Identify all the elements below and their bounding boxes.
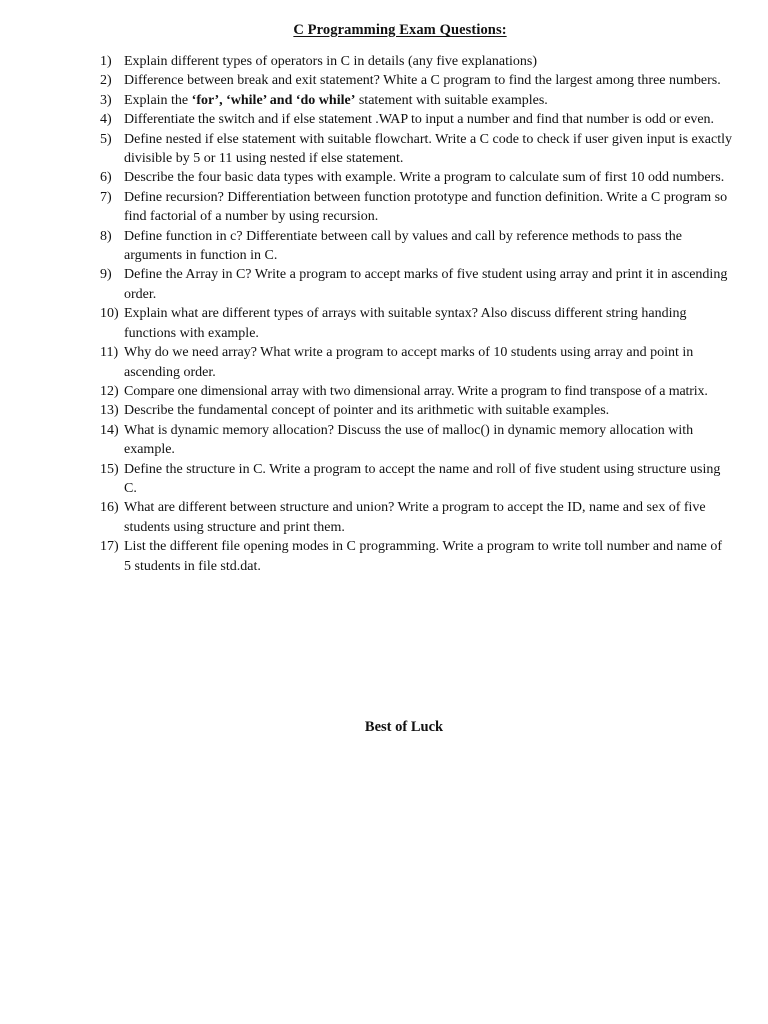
question-text: Define function in c? Differentiate between call by values and call by reference methods to pass the arguments in function in C. bbox=[124, 228, 682, 264]
question-item bbox=[100, 343, 732, 382]
question-number: 17) bbox=[100, 539, 119, 555]
question-item bbox=[100, 130, 732, 169]
question-item bbox=[100, 498, 732, 537]
question-text: List the different file opening modes in C programming. Write a program to write toll number and name of 5 students in file std.dat. bbox=[124, 539, 723, 574]
question-text: Define the Array in C? Write a program to accept marks of five student using array and print it in ascending order. bbox=[124, 267, 728, 302]
question-text: Explain different types of operators in C in details (any five explanations) bbox=[124, 54, 538, 69]
question-number: 1) bbox=[100, 54, 112, 69]
question-item bbox=[100, 382, 732, 401]
question-number: 11) bbox=[100, 345, 119, 361]
question-item bbox=[100, 110, 732, 129]
question-number: 12) bbox=[100, 383, 119, 399]
closing-message: Best of Luck bbox=[364, 719, 444, 735]
question-number: 9) bbox=[100, 267, 112, 283]
question-number: 3) bbox=[100, 92, 112, 108]
question-text: Why do we need array? What write a program to accept marks of 10 students using array and point in ascending order. bbox=[124, 345, 694, 380]
question-text bbox=[124, 91, 732, 110]
question-text-end: statement with suitable examples. bbox=[355, 92, 548, 108]
question-number: 7) bbox=[100, 189, 112, 205]
question-number: 14) bbox=[100, 422, 119, 438]
question-number: 8) bbox=[100, 228, 112, 244]
question-text: Difference between break and exit statement? White a C program to find the largest among three numbers. bbox=[124, 73, 721, 89]
question-item bbox=[100, 537, 732, 576]
question-text: Compare one dimensional array with two dimensional array. Write a program to find transpose of a matrix. bbox=[124, 383, 708, 399]
question-item bbox=[100, 91, 732, 110]
question-text: Describe the four basic data types with example. Write a program to calculate sum of first 10 odd numbers. bbox=[124, 170, 725, 186]
question-number: 15) bbox=[100, 461, 119, 477]
question-item bbox=[100, 304, 732, 343]
question-item bbox=[100, 227, 732, 266]
question-item bbox=[100, 265, 732, 304]
question-number: 13) bbox=[100, 403, 119, 419]
question-item bbox=[100, 188, 732, 227]
question-number: 4) bbox=[100, 112, 112, 128]
loop-keywords: ‘for’, ‘while’ and ‘do while’ bbox=[191, 92, 356, 108]
question-number: 6) bbox=[100, 170, 112, 186]
page-title: C Programming Exam Questions: bbox=[293, 22, 507, 38]
question-text: What are different between structure and union? Write a program to accept the ID, name and sex of five students using structure and print them. bbox=[124, 500, 706, 535]
question-text: What is dynamic memory allocation? Discuss the use of malloc() in dynamic memory allocation with example. bbox=[124, 422, 694, 458]
question-number: 5) bbox=[100, 131, 112, 147]
question-text: Describe the fundamental concept of pointer and its arithmetic with suitable examples. bbox=[124, 403, 610, 419]
question-item bbox=[100, 168, 732, 187]
question-text: Define the structure in C. Write a program to accept the name and roll of five student using structure using C. bbox=[124, 461, 721, 496]
question-list bbox=[100, 52, 732, 576]
question-text: Differentiate the switch and if else statement .WAP to input a number and find that number is odd or even. bbox=[124, 112, 714, 128]
question-text: Explain what are different types of arrays with suitable syntax? Also discuss different string handing functions with example. bbox=[124, 306, 687, 341]
question-number: 16) bbox=[100, 500, 119, 516]
question-text: Define nested if else statement with suitable flowchart. Write a C code to check if user given input is exactly divisible by 5 or 11 using nested if else statement. bbox=[124, 131, 732, 167]
question-number: 2) bbox=[100, 73, 112, 89]
question-item bbox=[100, 52, 732, 71]
question-item bbox=[100, 460, 732, 499]
question-text-start: Explain the bbox=[124, 92, 192, 108]
question-number: 10) bbox=[100, 306, 119, 322]
question-text: Define recursion? Differentiation between function prototype and function definition. Write a C program so find factorial of a number by using recursion. bbox=[124, 189, 728, 225]
question-item bbox=[100, 421, 732, 460]
question-item bbox=[100, 401, 732, 420]
question-item bbox=[100, 71, 732, 90]
